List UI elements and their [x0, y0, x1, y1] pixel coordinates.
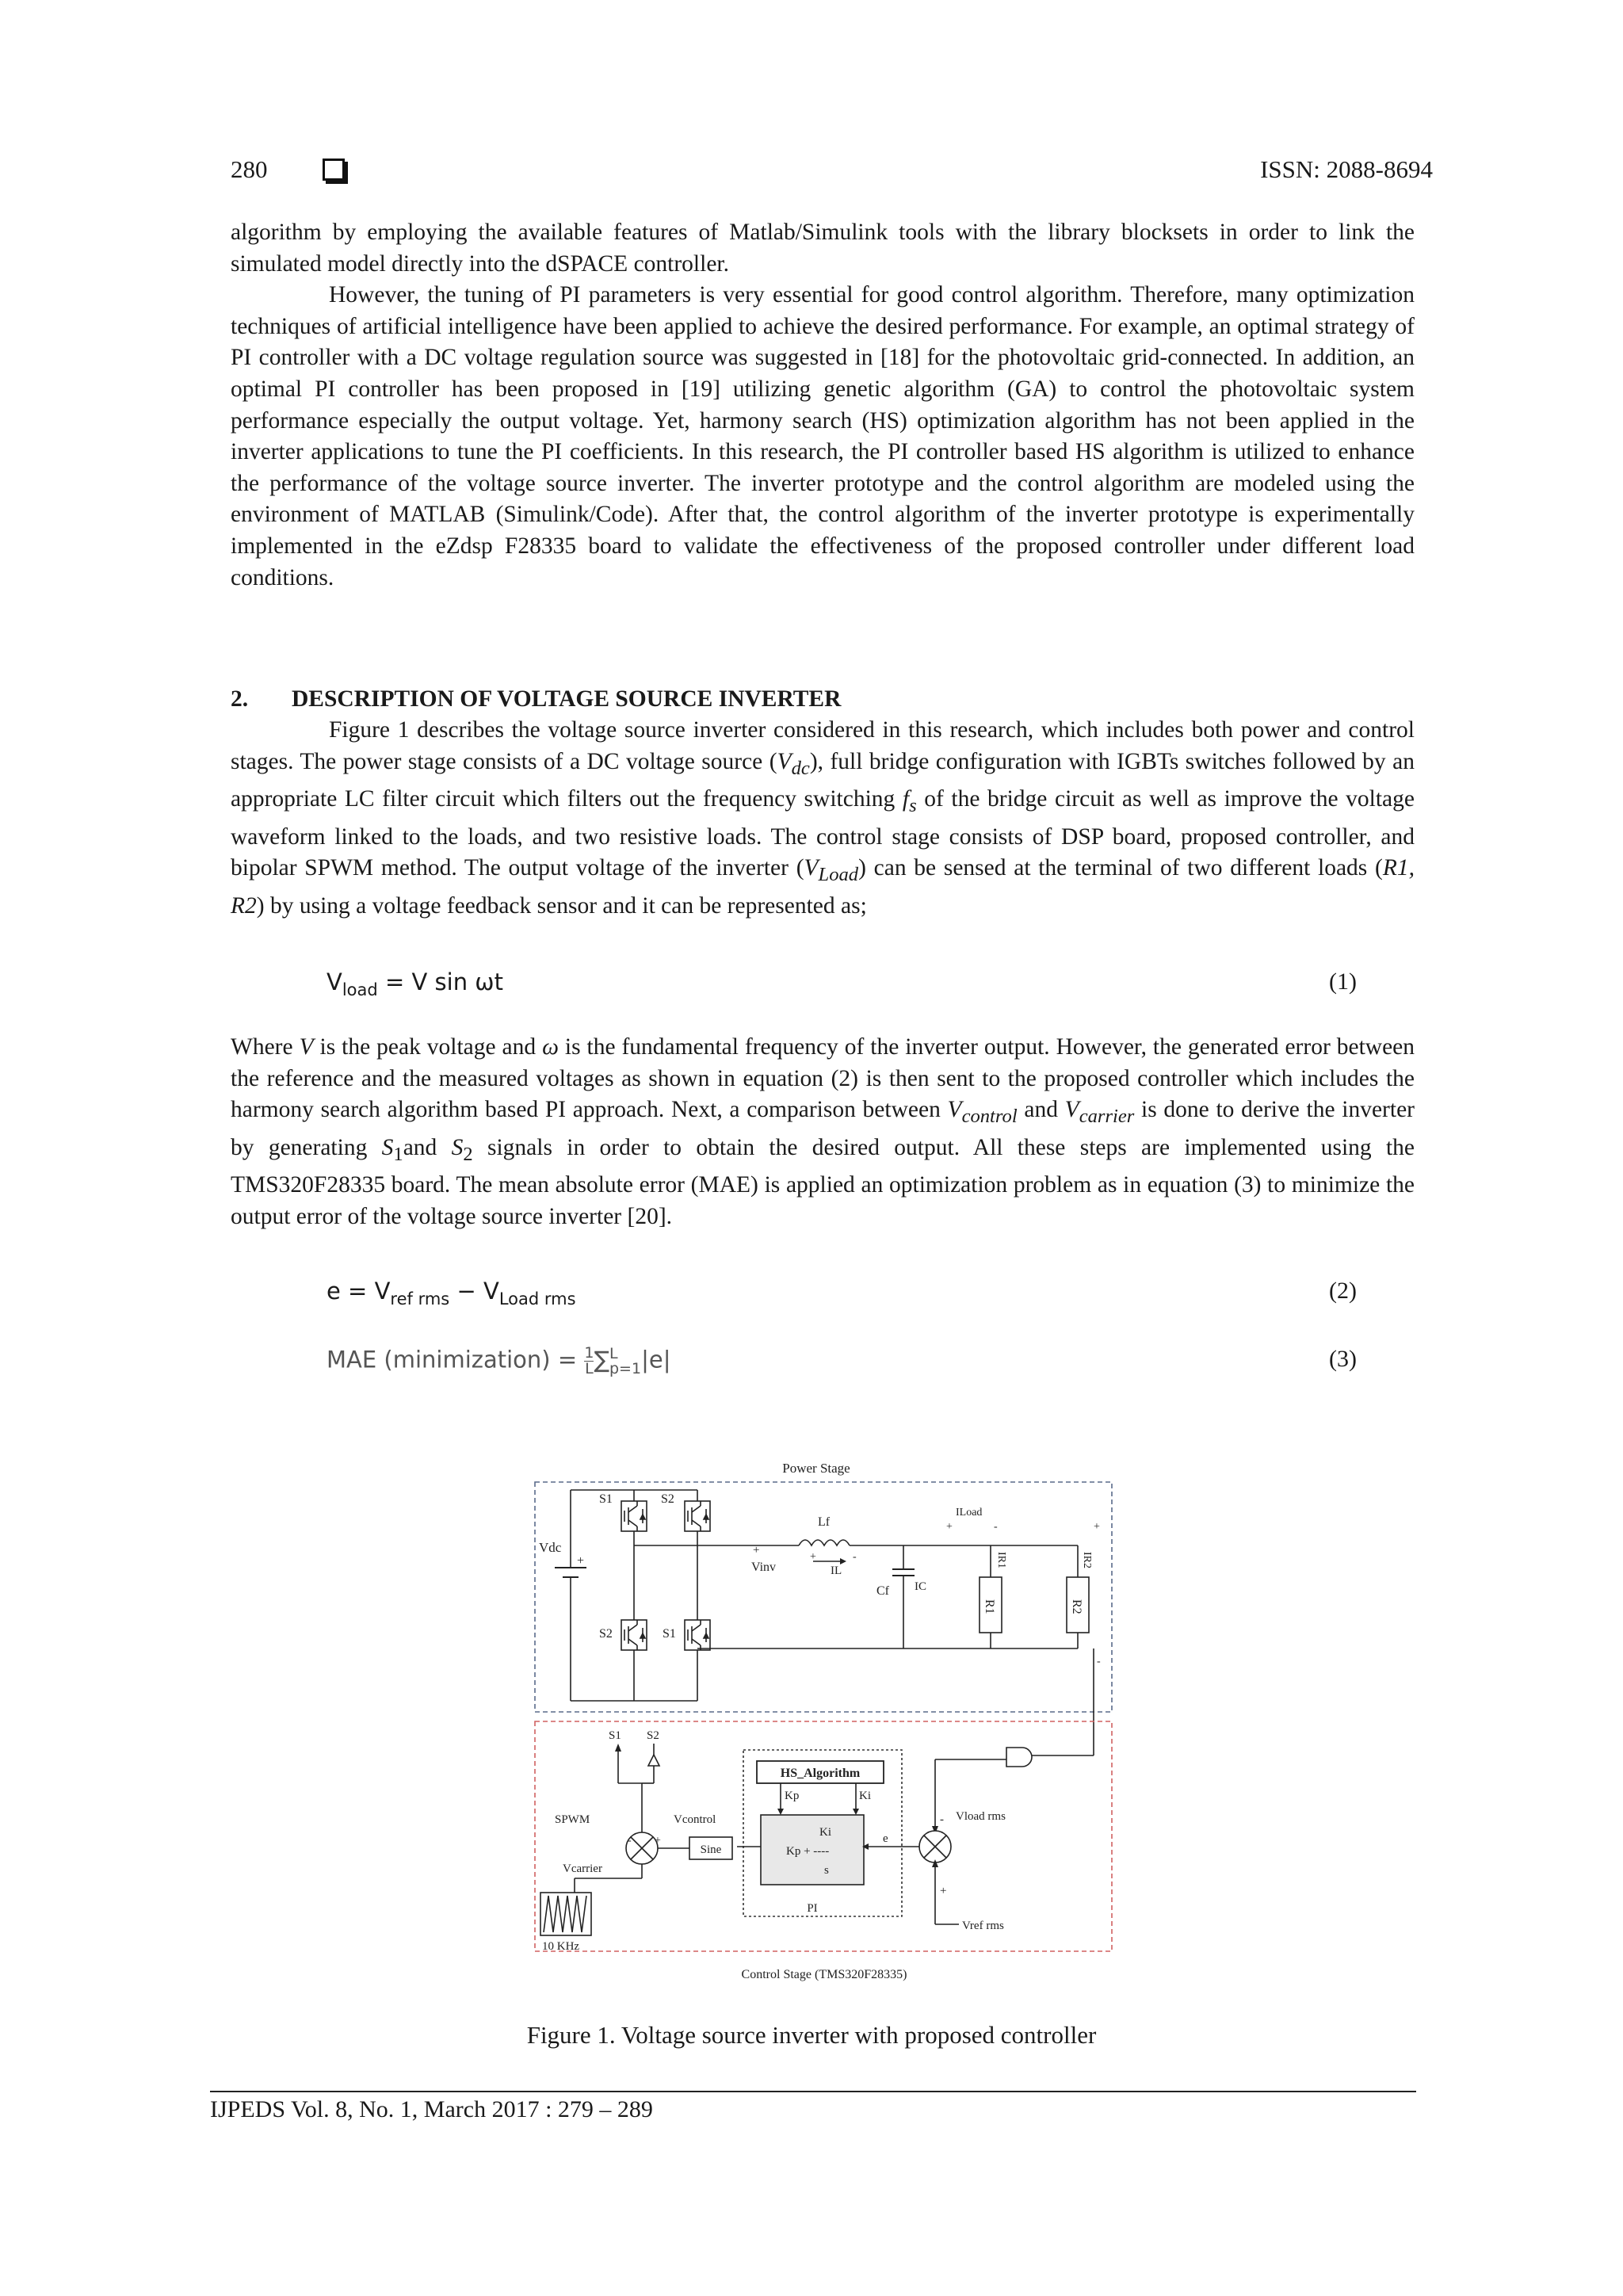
voltage-sensor-gate — [1006, 1748, 1032, 1767]
igbt-switch-bottom-right — [685, 1620, 710, 1650]
svg-text:+: + — [946, 1521, 953, 1533]
s1-label-bottom: S1 — [663, 1627, 676, 1641]
equation-3: MAE (minimization) = $\frac{1}{L}$ ∑ L p=1 |e| (3) — [327, 1344, 1357, 1377]
equation-2-label: (2) — [1329, 1278, 1357, 1304]
r1-label: R1 — [983, 1599, 996, 1614]
ir2-label: IR2 — [1081, 1552, 1093, 1568]
kp-label: Kp — [785, 1790, 800, 1802]
footer-rule — [210, 2091, 1416, 2092]
equation-1: $V_{load} = V$ sin ωt (1) — [327, 968, 1357, 999]
igbt-switch-top-left — [621, 1501, 647, 1531]
page-header — [231, 155, 1433, 187]
svg-text:-: - — [1097, 1656, 1101, 1668]
ir1-label: IR1 — [995, 1552, 1007, 1568]
ki-label: Ki — [859, 1790, 871, 1802]
s2-output-label: S2 — [647, 1729, 659, 1742]
paragraph-3: Figure 1 describes the voltage source inverter considered in this research, which includes both power and control stages. The power stage consists of a DC voltage source $(V_{dc})$, full bridge configuration with IGBTs switches followed by an appropriate LC filter circuit which filters out the frequency switching $f_s$ of the bridge circuit as well as improve the voltage waveform linked to the loads, and two resistive loads. The control stage consists of DSP board, proposed controller, and bipolar SPWM method. The output voltage of the inverter $(V_{Load})$ can be sensed at the terminal of two different loads (R1, R2) by using a voltage feedback sensor and it can be represented as; — [231, 717, 1415, 919]
section-number: 2. — [231, 686, 249, 712]
inverter-gate-icon — [648, 1755, 659, 1766]
pi-s-label: s — [824, 1864, 829, 1877]
pi-label: PI — [807, 1902, 818, 1915]
svg-text:-: - — [628, 1835, 632, 1847]
ic-label: IC — [915, 1580, 926, 1593]
cf-label: Cf — [876, 1584, 889, 1598]
paragraph-1: algorithm by employing the available features of Matlab/Simulink tools with the library blocksets in order to link the simulated model directly into the dSPACE controller. — [231, 220, 1415, 277]
equation-2: $e = V_{ref rms} - V_{Load rms}$ (2) — [327, 1278, 1357, 1308]
paragraph-2: However, the tuning of PI parameters is very essential for good control algorithm. Therefore, many optimization techniques of artificial intelligence have been applied to achieve the desired performance. For example, an optimal strategy of PI controller with a DC voltage regulation source was suggested in [18] for the photovoltaic grid-connected. In addition, an optimal PI controller has been proposed in [19] utilizing genetic algorithm (GA) to control the photovoltaic system performance especially the output voltage. Yet, harmony search (HS) optimization algorithm has not been applied in the inverter applications to tune the PI coefficients. In this research, the PI controller based HS algorithm is utilized to enhance the performance of the voltage source inverter. The inverter prototype and the control algorithm are modeled using the environment of MATLAB (Simulink/Code). After that, the control algorithm of the inverter prototype is experimentally implemented in the eZdsp F28335 board to validate the effectiveness of the proposed controller under different load conditions. — [231, 282, 1415, 590]
svg-text:-: - — [994, 1521, 998, 1533]
vinv-label: Vinv — [751, 1561, 777, 1574]
iload-label: ILoad — [956, 1507, 983, 1519]
s1-label-top: S1 — [599, 1492, 613, 1506]
svg-text:+: + — [655, 1835, 661, 1847]
hs-algorithm-label: HS_Algorithm — [780, 1767, 861, 1780]
equation-1-label: (1) — [1329, 968, 1357, 995]
body-text-middle — [231, 1032, 1415, 1232]
svg-text:+: + — [577, 1554, 585, 1568]
carrier-frequency-label: 10 KHz — [542, 1940, 580, 1953]
s2-label-bottom: S2 — [599, 1627, 613, 1641]
body-text-top — [231, 217, 1415, 594]
figure-caption: Figure 1. Voltage source inverter with proposed controller — [526, 2021, 1097, 2049]
square-bullet-icon — [323, 159, 345, 181]
section-heading — [231, 686, 841, 712]
svg-text:+: + — [753, 1544, 760, 1557]
pi-ki-label: Ki — [819, 1826, 831, 1839]
lf-label: Lf — [818, 1515, 831, 1529]
filter-inductor-lf — [799, 1540, 850, 1545]
vcontrol-label: Vcontrol — [674, 1813, 716, 1826]
issn: ISSN: 2088-8694 — [1260, 155, 1433, 183]
svg-text:+: + — [1094, 1521, 1100, 1533]
error-label: e — [883, 1832, 888, 1845]
s2-label-top: S2 — [661, 1492, 674, 1506]
s1-output-label: S1 — [609, 1729, 621, 1742]
spwm-label: SPWM — [555, 1813, 590, 1826]
vdc-label: Vdc — [539, 1540, 562, 1555]
body-text-section — [231, 715, 1415, 922]
page-number: 280 — [231, 155, 268, 183]
il-label: IL — [831, 1564, 842, 1577]
svg-text:+: + — [940, 1885, 947, 1897]
control-stage-label: Control Stage (TMS320F28335) — [741, 1968, 907, 1981]
sine-label: Sine — [700, 1843, 722, 1856]
igbt-switch-top-right — [685, 1501, 710, 1531]
page-footer: IJPEDS Vol. 8, No. 1, March 2017 : 279 – 289 — [210, 2096, 653, 2122]
power-stage-label: Power Stage — [782, 1461, 850, 1476]
svg-text:-: - — [940, 1813, 944, 1826]
pi-formula-label: Kp + ---- — [786, 1845, 830, 1858]
vref-rms-label: Vref rms — [962, 1920, 1004, 1932]
section-title: DESCRIPTION OF VOLTAGE SOURCE INVERTER — [292, 686, 842, 712]
r2-label: R2 — [1070, 1599, 1083, 1614]
vcarrier-label: Vcarrier — [563, 1862, 602, 1875]
svg-text:-: - — [853, 1551, 857, 1563]
svg-text:+: + — [810, 1551, 816, 1563]
figure-1-circuit-diagram — [523, 1450, 1125, 1997]
equation-3-label: (3) — [1329, 1346, 1357, 1372]
igbt-switch-bottom-left — [621, 1620, 647, 1650]
vload-rms-label: Vload rms — [956, 1810, 1006, 1823]
paragraph-4: Where V is the peak voltage and ω is the fundamental frequency of the inverter output. However, the generated error between the reference and the measured voltages as shown in equation (2) is then sent to the proposed controller which includes the harmony search algorithm based PI approach. Next, a comparison between $V_{control}$ and $V_{carrier}$ is done to derive the inverter by generating $S_1and$ $S_2$ signals in order to obtain the desired output. All these steps are implemented using the TMS320F28335 board. The mean absolute error (MAE) is applied an optimization problem as in equation (3) to minimize the output error of the voltage source inverter [20]. — [231, 1034, 1415, 1229]
